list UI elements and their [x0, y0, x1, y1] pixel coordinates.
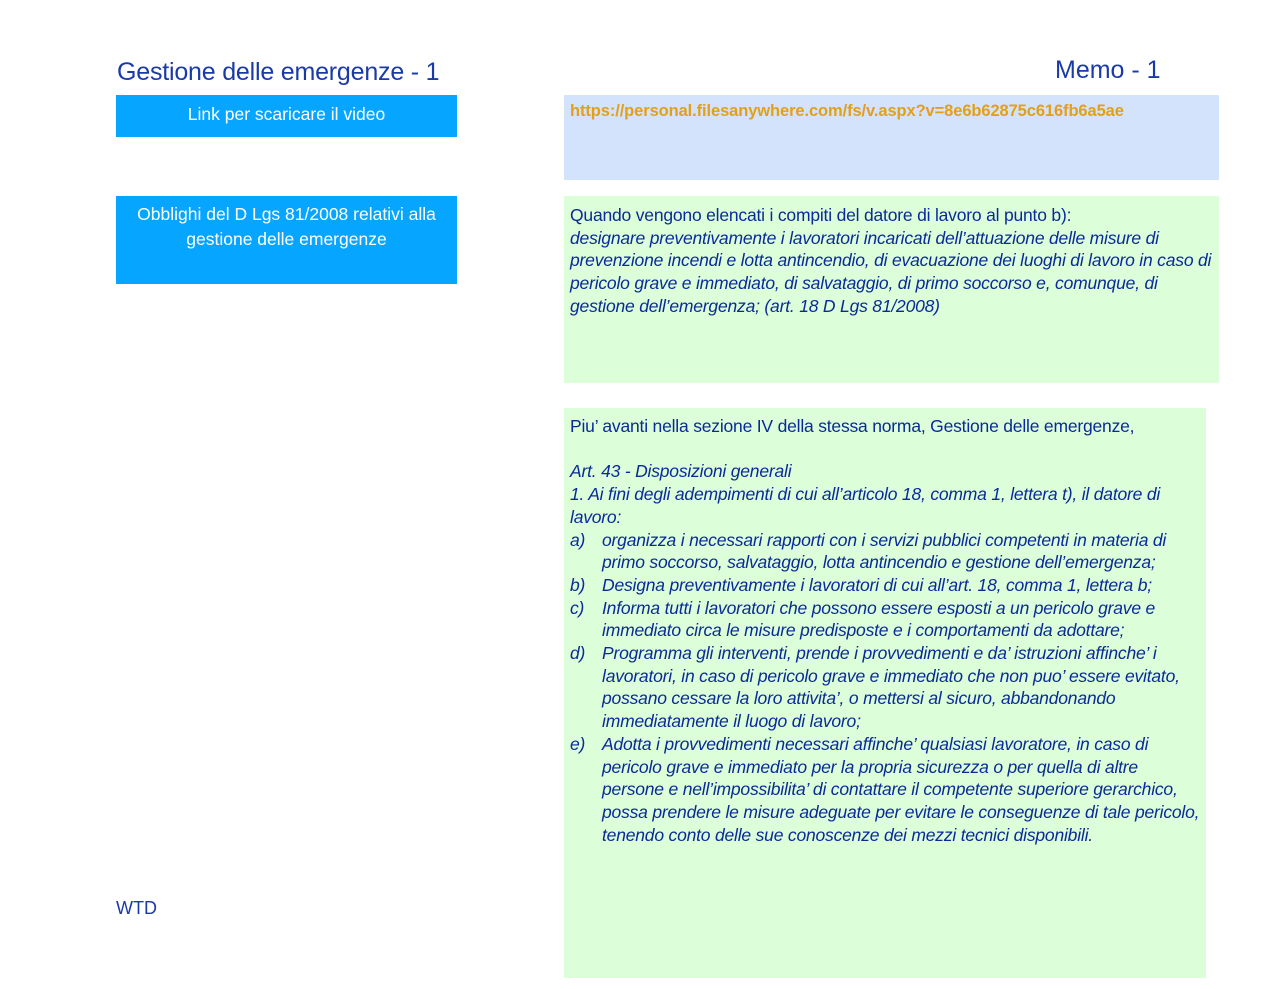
- duties-quote: designare preventivamente i lavoratori incaricati dell’attuazione delle misure di prevenzione incendi e lotta antincendio, di evacuazione dei luoghi di lavoro in caso di pericolo grave e immediato, di salvataggio, di primo soccorso e, comunque, di gestione dell’emergenza; (art. 18 D Lgs 81/2008): [570, 227, 1212, 316]
- article-intro-line: Piu’ avanti nella sezione IV della stessa norma, Gestione delle emergenze,: [570, 416, 1135, 436]
- list-text: Adotta i provvedimenti necessari affinche’ qualsiasi lavoratore, in caso di pericolo grave e immediato per la propria sicurezza o per quella di altre persone e nell’impossibilita’ di contattare il competente superiore gerarchico, possa prendere le misure adeguate per evitare le conseguenze di tale pericolo, tenendo conto delle sue conoscenze dei mezzi tecnici disponibili.: [602, 733, 1200, 845]
- spacer: [570, 438, 1200, 461]
- list-marker: b): [570, 574, 586, 595]
- memo-panel-article-43: [564, 408, 1206, 978]
- article-title: Art. 43 - Disposizioni generali: [570, 461, 792, 482]
- list-text: Designa preventivamente i lavoratori di cui all’art. 18, comma 1, lettera b;: [602, 574, 1152, 595]
- page-title: Gestione delle emergenze - 1: [117, 58, 440, 86]
- list-text: Programma gli interventi, prende i provvedimenti e da’ istruzioni affinche’ i lavoratori, in caso di pericolo grave e immediato che non puo’ essere evitato, possano cessare la loro attivita’, o mettersi al sicuro, abbandonando immediatamente il luogo di lavoro;: [602, 643, 1180, 732]
- list-marker: c): [570, 597, 585, 618]
- footer-label: WTD: [116, 898, 157, 918]
- obblighi-button[interactable]: Obblighi del D Lgs 81/2008 relativi alla gestione delle emergenze: [116, 196, 457, 284]
- url-panel: [564, 95, 1219, 180]
- video-link-button[interactable]: Link per scaricare il video: [116, 95, 457, 137]
- list-item: [570, 642, 1200, 733]
- duties-intro: Quando vengono elencati i compiti del datore di lavoro al punto b):: [570, 205, 1072, 225]
- list-item: [570, 529, 1200, 574]
- list-marker: d): [570, 643, 586, 664]
- list-marker: e): [570, 733, 586, 754]
- memo-panel-duties: [564, 196, 1219, 383]
- memo-title: Memo - 1: [1055, 56, 1161, 84]
- list-marker: a): [570, 529, 586, 550]
- list-item: [570, 574, 1200, 597]
- list-text: organizza i necessari rapporti con i servizi pubblici competenti in materia di primo soccorso, salvataggio, lotta antincendio e gestione dell’emergenza;: [602, 529, 1167, 573]
- list-item: [570, 597, 1200, 642]
- article-paragraph: 1. Ai fini degli adempimenti di cui all’articolo 18, comma 1, lettera t), il datore di lavoro:: [570, 484, 1161, 527]
- list-item: [570, 733, 1200, 847]
- video-url-link[interactable]: https://personal.filesanywhere.com/fs/v.aspx?v=8e6b62875c616fb6a5ae: [570, 102, 1124, 120]
- list-text: Informa tutti i lavoratori che possono essere esposti a un pericolo grave e immediato circa le misure predisposte e i comportamenti da adottare;: [602, 597, 1156, 641]
